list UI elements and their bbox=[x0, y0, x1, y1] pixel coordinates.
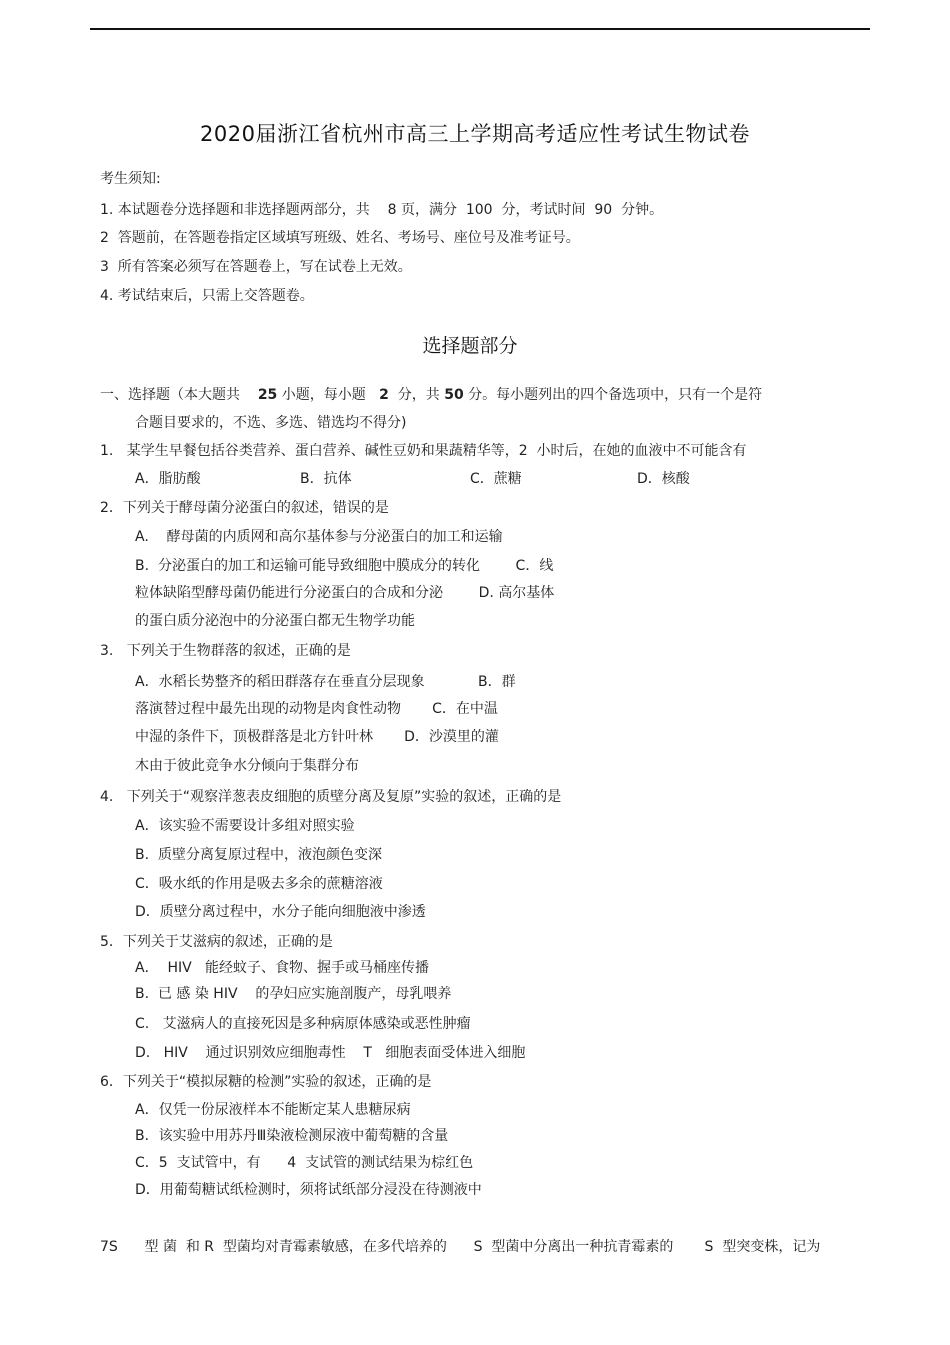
question-2-line: B. 分泌蛋白的加工和运输可能导致细胞中膜成分的转化 C．线 bbox=[135, 558, 554, 574]
question-6-stem: 6．下列关于“模拟尿糖的检测”实验的叙述，正确的是 bbox=[100, 1074, 432, 1090]
question-4-option-c: C．吸水纸的作用是吸去多余的蔗糖溶液 bbox=[135, 876, 383, 892]
question-4-option-b: B. 质壁分离复原过程中，液泡颜色变深 bbox=[135, 847, 382, 863]
question-1-option-b: B．抗体 bbox=[300, 471, 352, 487]
question-1-option-d: D．核酸 bbox=[637, 471, 690, 487]
question-7-stem: 7S 型 菌 和 R 型菌均对青霉素敏感，在多代培养的 S 型菌中分离出一种抗青霉素的 S 型突变株，记为 bbox=[100, 1239, 821, 1255]
question-3-line: 落演替过程中最先出现的动物是肉食性动物 C．在中温 bbox=[135, 701, 498, 717]
notice-heading: 考生须知: bbox=[100, 171, 161, 187]
question-3-line: A．水稻长势整齐的稻田群落存在垂直分层现象 B．群 bbox=[135, 674, 516, 690]
question-3-line: 中湿的条件下，顶极群落是北方针叶林 D．沙漠里的灌 bbox=[135, 729, 499, 745]
notice-item: 3 所有答案必须写在答题卷上，写在试卷上无效。 bbox=[100, 259, 412, 275]
question-4-option-a: A．该实验不需要设计多组对照实验 bbox=[135, 818, 355, 834]
question-2-line: 粒体缺陷型酵母菌仍能进行分泌蛋白的合成和分泌 D. 高尔基体 bbox=[135, 585, 555, 601]
question-1-option-a: A．脂肪酸 bbox=[135, 471, 201, 487]
question-2-line: 的蛋白质分泌泡中的分泌蛋白都无生物学功能 bbox=[135, 613, 415, 629]
question-6-option-b: B．该实验中用苏丹Ⅲ染液检测尿液中葡萄糖的含量 bbox=[135, 1128, 449, 1144]
question-4-option-d: D．质壁分离过程中，水分子能向细胞液中渗透 bbox=[135, 904, 426, 920]
question-4-stem: 4. 下列关于“观察洋葱表皮细胞的质壁分离及复原”实验的叙述，正确的是 bbox=[100, 789, 562, 805]
question-5-option-d: D. HIV 通过识别效应细胞毒性 T 细胞表面受体进入细胞 bbox=[135, 1045, 526, 1061]
notice-item: 2 答题前，在答题卷指定区域填写班级、姓名、考场号、座位号及准考证号。 bbox=[100, 230, 580, 246]
question-3-stem: 3. 下列关于生物群落的叙述，正确的是 bbox=[100, 643, 351, 659]
notice-item: 4. 考试结束后，只需上交答题卷。 bbox=[100, 288, 314, 304]
section-title: 选择题部分 bbox=[422, 335, 518, 357]
header-rule bbox=[90, 28, 870, 30]
question-6-option-d: D．用葡萄糖试纸检测时，须将试纸部分浸没在待测液中 bbox=[135, 1182, 482, 1198]
question-2-stem: 2．下列关于酵母菌分泌蛋白的叙述，错误的是 bbox=[100, 500, 389, 516]
part-instructions: 一、选择题（本大题共 25 小题，每小题 2 分，共 50 分。每小题列出的四个备选项中，只有一个是符 bbox=[100, 387, 763, 403]
question-2-line: A. 酵母菌的内质网和高尔基体参与分泌蛋白的加工和运输 bbox=[135, 529, 503, 545]
question-5-option-a: A． HIV 能经蚊子、食物、握手或马桶座传播 bbox=[135, 960, 430, 976]
question-5-option-c: C. 艾滋病人的直接死因是多种病原体感染或恶性肿瘤 bbox=[135, 1016, 471, 1032]
exam-title: 2020届浙江省杭州市高三上学期高考适应性考试生物试卷 bbox=[200, 122, 750, 146]
question-6-option-c: C．5 支试管中，有 4 支试管的测试结果为棕红色 bbox=[135, 1155, 474, 1171]
question-1-stem: 1. 某学生早餐包括谷类营养、蛋白营养、碱性豆奶和果蔬精华等，2 小时后，在她的血液中不可能含有 bbox=[100, 443, 747, 459]
notice-item: 1. 本试题卷分选择题和非选择题两部分，共 8 页，满分 100 分，考试时间 90 分钟。 bbox=[100, 202, 664, 218]
question-6-option-a: A．仅凭一份尿液样本不能断定某人患糖尿病 bbox=[135, 1102, 411, 1118]
question-1-option-c: C．蔗糖 bbox=[470, 471, 522, 487]
question-5-stem: 5．下列关于艾滋病的叙述，正确的是 bbox=[100, 934, 333, 950]
question-5-option-b: B. 已 感 染 HIV 的孕妇应实施剖腹产，母乳喂养 bbox=[135, 986, 452, 1002]
part-instructions-cont: 合题目要求的，不选、多选、错选均不得分) bbox=[135, 415, 407, 431]
question-3-line: 木由于彼此竞争水分倾向于集群分布 bbox=[135, 758, 359, 774]
